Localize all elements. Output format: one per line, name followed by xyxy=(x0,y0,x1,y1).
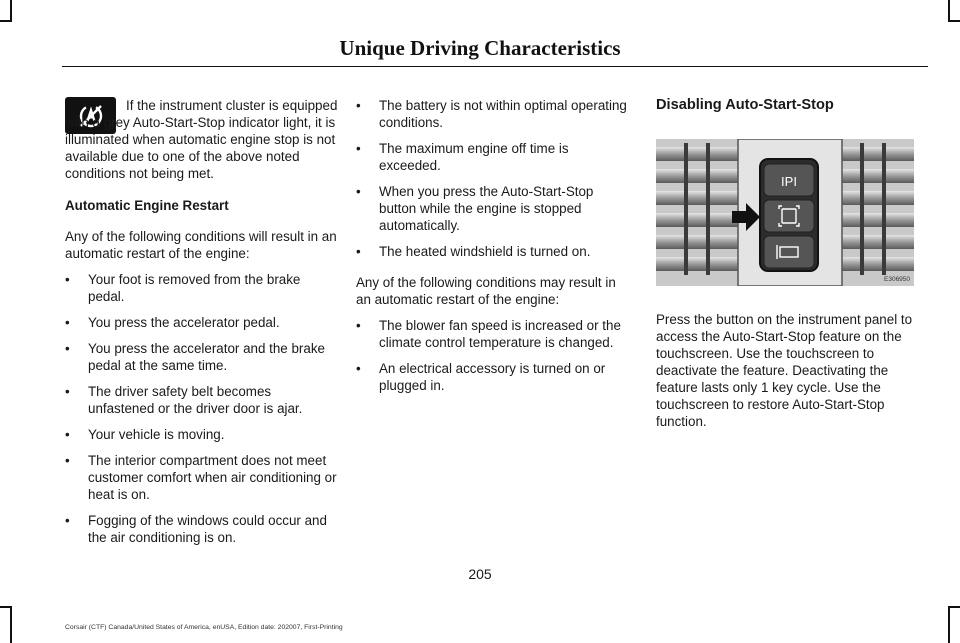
section-heading-disabling: Disabling Auto-Start-Stop xyxy=(656,97,834,113)
page-number: 205 xyxy=(468,566,492,582)
list-item: • Fogging of the windows could occur and the air conditioning is on. xyxy=(65,512,340,546)
section-heading-restart: Automatic Engine Restart xyxy=(65,198,229,213)
figure-id: E306950 xyxy=(884,276,911,283)
page-title: Unique Driving Characteristics xyxy=(339,36,621,60)
list-item: • The maximum engine off time is exceeded. xyxy=(356,140,632,174)
list-item: • Your vehicle is moving. xyxy=(65,426,340,443)
may-restart-lead-paragraph: Any of the following conditions may result in an automatic restart of the engine: xyxy=(356,275,616,307)
list-item: • The battery is not within optimal operating conditions. xyxy=(356,97,632,131)
list-item: • The blower fan speed is increased or the climate control temperature is changed. xyxy=(356,317,632,351)
column-left xyxy=(65,97,340,546)
crop-mark-top-right-v xyxy=(948,0,950,20)
restart-conditions-list-continued xyxy=(356,97,632,260)
crop-mark-bottom-left-h xyxy=(0,606,12,608)
list-item: • You press the accelerator and the brake pedal at the same time. xyxy=(65,340,340,374)
list-item: • You press the accelerator pedal. xyxy=(65,314,340,331)
intro-paragraph: If the instrument cluster is equipped with a grey Auto-Start-Stop indicator light, it is illuminated when automatic engine stop is not available due to one of the above noted conditions not being met. xyxy=(65,98,338,181)
ipi-button-label: IPI xyxy=(781,174,797,189)
crop-mark-bottom-left-v xyxy=(10,606,12,643)
header-divider xyxy=(62,66,928,67)
column-right-body xyxy=(656,311,928,430)
instrument-panel-figure xyxy=(656,139,914,286)
list-item: • The heated windshield is turned on. xyxy=(356,243,632,260)
list-item: • The interior compartment does not meet customer comfort when air conditioning or heat is on. xyxy=(65,452,340,503)
restart-conditions-list xyxy=(65,271,340,546)
list-item: • An electrical accessory is turned on or plugged in. xyxy=(356,360,632,394)
crop-mark-top-left-v xyxy=(10,0,12,20)
disabling-paragraph: Press the button on the instrument panel to access the Auto-Start-Stop feature on the touchscreen. Use the touchscreen to deactivate the feature. Deactivating the feature lasts only 1 key cycle. Use the touchscreen to restore Auto-Start-Stop function. xyxy=(656,312,913,429)
crop-mark-top-left-h xyxy=(0,20,12,22)
crop-mark-bottom-right-v xyxy=(948,606,950,643)
list-item: • Your foot is removed from the brake pedal. xyxy=(65,271,340,305)
footer-edition-text: Corsair (CTF) Canada/United States of America, enUSA, Edition date: 202007, First-Printing xyxy=(65,624,343,631)
crop-mark-top-right-h xyxy=(948,20,960,22)
list-item: • When you press the Auto-Start-Stop button while the engine is stopped automatically. xyxy=(356,183,632,234)
list-item: • The driver safety belt becomes unfastened or the driver door is ajar. xyxy=(65,383,340,417)
restart-lead-paragraph: Any of the following conditions will result in an automatic restart of the engine: xyxy=(65,229,337,261)
may-restart-conditions-list xyxy=(356,317,632,394)
crop-mark-bottom-right-h xyxy=(948,606,960,608)
column-middle xyxy=(356,97,632,394)
column-right xyxy=(656,97,928,114)
